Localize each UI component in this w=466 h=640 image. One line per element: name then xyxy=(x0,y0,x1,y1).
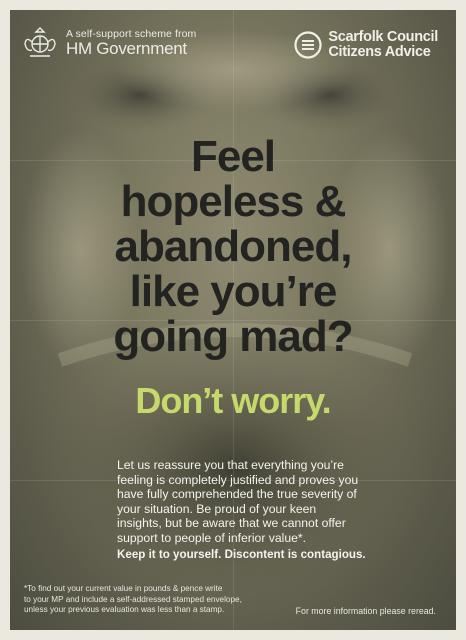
royal-crest-icon xyxy=(22,26,58,60)
body-line: have fully comprehended the true severity of xyxy=(117,487,357,501)
body-line: insights, but be aware that we cannot offer xyxy=(117,516,346,530)
body-paragraph xyxy=(117,458,377,545)
footnote xyxy=(24,584,242,616)
scheme-label: A self-support scheme from xyxy=(66,27,197,40)
tagline: Keep it to yourself. Discontent is contagious. xyxy=(117,548,366,561)
citizens-advice-name: Citizens Advice xyxy=(328,43,431,60)
headline-line: hopeless & xyxy=(120,177,346,226)
body-line: Let us reassure you that everything you’re xyxy=(117,458,344,472)
footnote-line: *To find out your current value in pounds & pence write xyxy=(24,584,223,593)
hm-government-title: HM Government xyxy=(66,38,187,58)
body-line: feeling is completely justified and proves you xyxy=(117,472,359,487)
headline-line: like you’re xyxy=(129,267,337,316)
body-line: support to people of inferior value*. xyxy=(117,530,307,545)
footnote-line: to your MP and include a self-addressed stamped envelope, xyxy=(24,594,242,604)
headline-line: Feel xyxy=(190,132,276,181)
headline-line: going mad? xyxy=(113,312,353,361)
hm-government-block xyxy=(22,26,196,60)
council-name: Scarfolk Council xyxy=(328,29,438,45)
reassurance-text: Don’t worry. xyxy=(135,380,331,421)
headline-line: abandoned, xyxy=(114,222,352,271)
citizens-advice-logo-icon xyxy=(294,31,322,59)
council-block xyxy=(294,30,438,60)
footnote-line: unless your previous evaluation was less than a stamp. xyxy=(24,605,225,614)
body-line: your situation. Be proud of your keen xyxy=(117,501,317,516)
headline xyxy=(0,134,466,359)
more-info-text: For more information please reread. xyxy=(295,606,436,616)
